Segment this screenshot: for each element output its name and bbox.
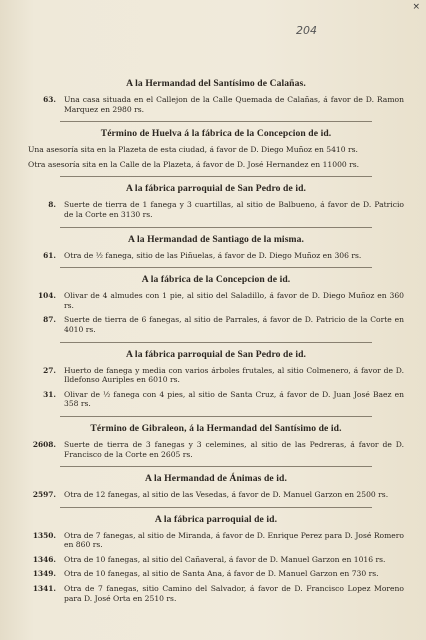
entry [28,251,404,261]
entry-number: 1350. [32,530,56,540]
section-heading: A la Hermandad del Santísimo de Calañas. [126,78,306,89]
entry [28,584,404,603]
entry [28,366,404,385]
section-heading: A la fábrica parroquial de San Pedro de id. [125,348,307,360]
entry-text: Huerto de fanega y media con varios árboles frutales, al sitio Colmenero, á favor de D. Ildefonso Auriples en 6010 rs. [64,365,404,385]
section-divider [60,176,372,177]
entry-text: Suerte de tierra de 6 fanegas, al sitio de Parrales, á favor de D. Patricio de la Corte en 4010 rs. [64,315,404,334]
entry [28,315,404,334]
section-heading: A la Hermandad de Ánimas de id. [145,473,287,485]
document-body [28,72,404,608]
entry [28,200,404,219]
entry-number: 1346. [32,554,56,564]
section-heading: Término de Gibraleon, á la Hermandad del Santísimo de id. [90,422,342,434]
entry-text: Otra de ½ fanega, sitio de las Piñuelas, á favor de D. Diego Muñoz en 306 rs. [64,250,362,260]
entry-text: Una asesoría sita en la Plazeta de esta ciudad, á favor de D. Diego Muñoz en 5410 rs. [28,145,358,155]
section-divider [60,466,372,467]
entry [28,440,404,459]
entry [28,569,404,579]
entry [28,531,404,550]
section-divider [60,121,372,122]
section-divider [60,227,372,228]
section-divider [60,342,372,343]
section [28,267,404,334]
entry-text: Olivar de ½ fanega con 4 pies, al sitio de Santa Cruz, á favor de D. Juan José Baez en 358 rs. [64,389,404,409]
section [28,121,404,169]
entry-number: 8. [48,200,56,210]
section [28,416,404,459]
entry [28,160,404,170]
page-number: 204 [296,24,317,37]
section [28,507,404,604]
entry-number: 63. [43,95,56,104]
entry [28,95,404,114]
entry [28,390,404,409]
entry-number: 2608. [32,439,56,449]
section-divider [60,507,372,508]
entry-text: Una casa situada en el Callejon de la Calle Quemada de Calañas, á favor de D. Ramon Marquez en 2980 rs. [64,95,404,114]
entry-text: Otra de 10 fanegas, al sitio de Santa Ana, á favor de D. Manuel Garzon en 730 rs. [64,569,379,579]
section [28,176,404,219]
entry-number: 87. [43,315,56,325]
section-heading: Término de Huelva á la fábrica de la Concepcion de id. [100,128,332,140]
section [28,78,404,114]
entry [28,145,404,155]
section-divider [60,267,372,268]
section-heading: A la fábrica de la Concepcion de id. [141,274,291,286]
section-divider [60,416,372,417]
section-heading: A la fábrica parroquial de San Pedro de id. [125,183,307,195]
entry-number: 61. [43,250,56,260]
entry-text: Suerte de tierra de 1 fanega y 3 cuartillas, al sitio de Balbueno, á favor de D. Patricio de la Corte en 3130 rs. [64,200,404,219]
corner-mark: × [412,2,420,12]
entry-text: Otra de 7 fanegas, sitio Camino del Salvador, á favor de D. Francisco Lopez Moreno para D. José Orta en 2510 rs. [64,584,404,603]
entry [28,555,404,565]
entry [28,291,404,310]
entry-text: Suerte de tierra de 3 fanegas y 3 celemines, al sitio de las Pedreras, á favor de D. Francisco de la Corte en 2605 rs. [64,439,404,459]
entry-number: 2597. [32,490,56,500]
entry-text: Otra de 10 fanegas, al sitio del Cañaveral, á favor de D. Manuel Garzon en 1016 rs. [64,554,386,564]
entry-text: Otra de 12 fanegas, al sitio de las Vesedas, á favor de D. Manuel Garzon en 2500 rs. [64,490,389,500]
entry-text: Otra asesoría sita en la Calle de la Plazeta, á favor de D. José Hernandez en 11000 rs. [28,159,360,169]
entry-number: 31. [43,389,56,399]
section-heading: A la fábrica parroquial de id. [154,513,278,525]
entry-text: Olivar de 4 almudes con 1 pie, al sitio del Saladillo, á favor de D. Diego Muñoz en 360 rs. [64,291,404,310]
section [28,227,404,261]
entry-number: 1341. [32,584,56,594]
section-heading: A la Hermandad de Santiago de la misma. [127,233,305,245]
entry-number: 104. [37,291,56,301]
entry-number: 27. [43,365,56,375]
entry [28,490,404,500]
section [28,342,404,409]
entry-text: Otra de 7 fanegas, al sitio de Miranda, á favor de D. Enrique Perez para D. José Romero en 860 rs. [64,530,404,550]
entry-number: 1349. [32,569,56,579]
section [28,466,404,500]
